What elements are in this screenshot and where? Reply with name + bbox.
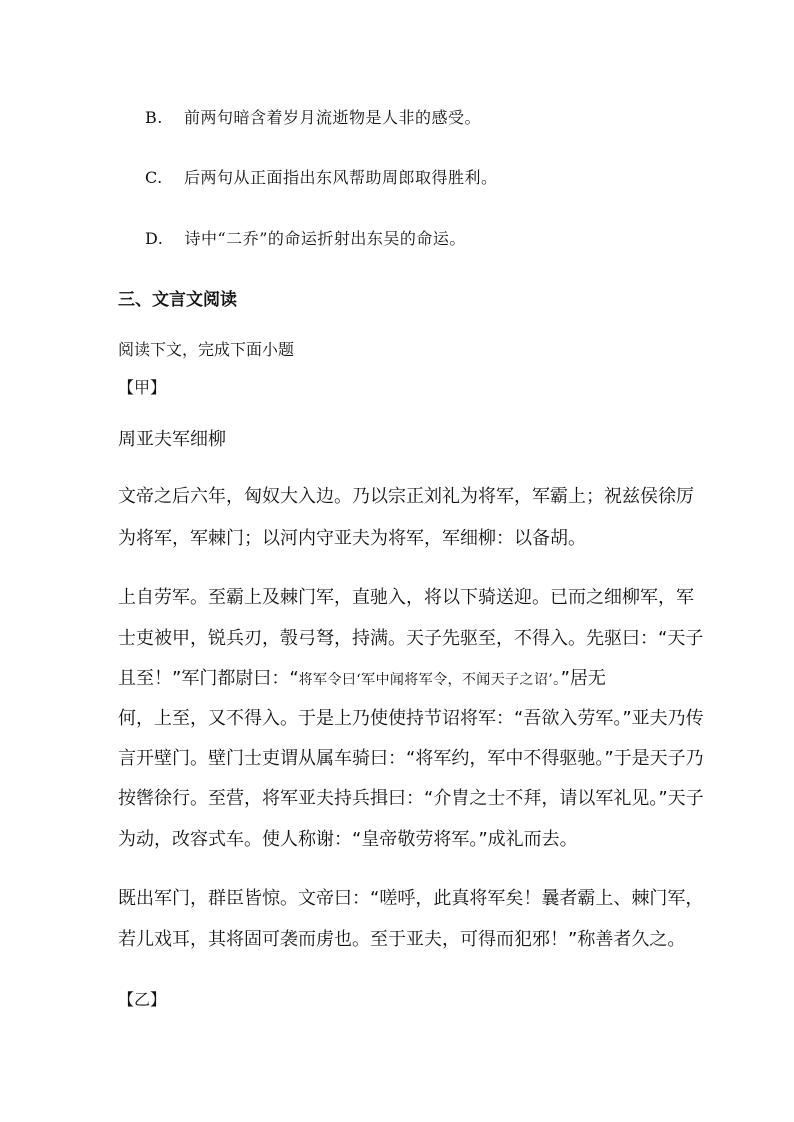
passage-line: 何，上至，又不得入。于是上乃使使持节诏将军：“吾欲入劳军。”亚夫乃传: [118, 708, 704, 729]
option-c: [145, 168, 497, 188]
option-label: C.: [145, 168, 163, 187]
option-text: 前两句暗含着岁月流逝物是人非的感受。: [184, 108, 482, 127]
passage-line: 士吏被甲，锐兵刃，彀弓弩，持满。天子先驱至，不得入。先驱曰：“天子: [118, 628, 704, 649]
option-label: B.: [145, 108, 163, 127]
passage-line: 上自劳军。至霸上及棘门军，直驰入，将以下骑送迎。已而之细柳军，军: [118, 587, 694, 608]
passage-title: 周亚夫军细柳: [118, 429, 226, 450]
passage-line: 若儿戏耳，其将固可袭而虏也。至于亚夫，可得而犯邪！”称善者久之。: [118, 929, 686, 950]
instruction-text: 阅读下文，完成下面小题: [118, 340, 295, 359]
passage-line: 文帝之后六年，匈奴大入边。乃以宗正刘礼为将军，军霸上；祝兹侯徐厉: [118, 486, 694, 507]
military-order-quote: 将军令曰‘军中闻将军令，不闻天子之诏’。: [298, 672, 561, 688]
passage-line: 为动，改容式车。使人称谢：“皇帝敬劳将军。”成礼而去。: [118, 829, 578, 850]
option-b: [145, 108, 481, 128]
option-label: D.: [145, 229, 164, 248]
option-text: 后两句从正面指出东风帮助周郎取得胜利。: [183, 168, 498, 187]
option-d: [145, 229, 466, 249]
passage-line-with-quote: [118, 667, 606, 692]
passage-b-marker: 【乙】: [118, 990, 167, 1009]
section-heading: 三、文言文阅读: [118, 290, 237, 310]
passage-line: 言开壁门。壁门士吏谓从属车骑曰：“将军约，军中不得驱驰。”于是天子乃: [118, 748, 704, 769]
passage-line-segment: 且至！”军门都尉曰：“: [118, 668, 299, 689]
passage-line: 为将军，军棘门；以河内守亚夫为将军，军细柳：以备胡。: [118, 528, 586, 549]
option-text: 诗中“二乔”的命运折射出东吴的命运。: [184, 229, 466, 248]
passage-line: 既出军门，群臣皆惊。文帝曰：“嗟呼，此真将军矣！曩者霸上、棘门军，: [118, 888, 704, 909]
passage-line-segment: ”居无: [560, 668, 606, 689]
passage-a-marker: 【甲】: [118, 378, 167, 397]
passage-line: 按辔徐行。至营，将军亚夫持兵揖曰：“介胄之士不拜，请以军礼见。”天子: [118, 788, 704, 809]
